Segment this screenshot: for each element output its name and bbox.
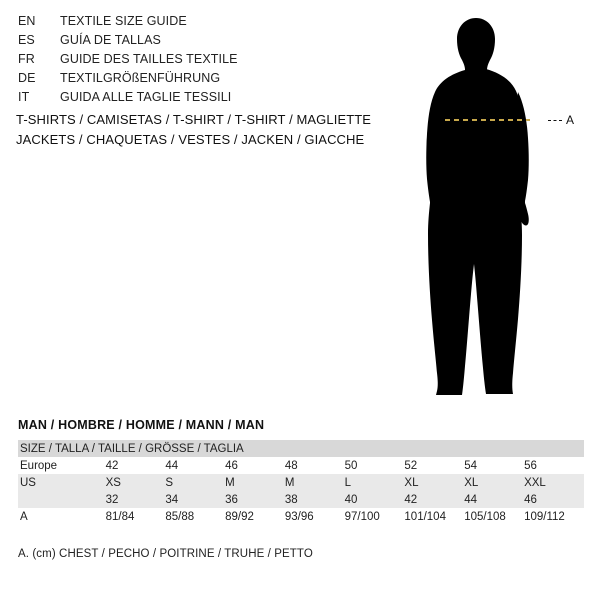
table-row	[18, 474, 584, 491]
section-title: MAN / HOMBRE / HOMME / MANN / MAN	[18, 418, 265, 432]
garment-categories	[16, 110, 396, 150]
legend-text: TEXTILE SIZE GUIDE	[60, 14, 187, 28]
legend-code: FR	[18, 52, 35, 66]
cell: 38	[285, 491, 345, 508]
cell: 46	[524, 491, 584, 508]
cell: 44	[464, 491, 524, 508]
measure-label-a: A	[566, 113, 575, 127]
cell: 40	[345, 491, 405, 508]
category-jackets: JACKETS / CHAQUETAS / VESTES / JACKEN / GIACCHE	[16, 132, 365, 147]
table-row	[18, 457, 584, 474]
language-legend	[18, 14, 378, 109]
cell: M	[225, 474, 285, 491]
cell: 89/92	[225, 508, 285, 525]
legend-code: DE	[18, 71, 36, 85]
cell: 54	[464, 457, 524, 474]
cell: 105/108	[464, 508, 524, 525]
legend-row	[18, 90, 378, 109]
measurement-footnote: A. (cm) CHEST / PECHO / POITRINE / TRUHE / PETTO	[18, 548, 313, 560]
legend-row	[18, 71, 378, 90]
cell: 46	[225, 457, 285, 474]
legend-code: IT	[18, 90, 30, 104]
size-table	[18, 440, 584, 525]
cell: 36	[225, 491, 285, 508]
cell: 109/112	[524, 508, 584, 525]
cell: M	[285, 474, 345, 491]
table-header-label: SIZE / TALLA / TAILLE / GRÖSSE / TAGLIA	[18, 440, 584, 457]
legend-text: TEXTILGRÖßENFÜHRUNG	[60, 71, 221, 85]
cell: XL	[404, 474, 464, 491]
cell: XL	[464, 474, 524, 491]
cell: 93/96	[285, 508, 345, 525]
cell: 50	[345, 457, 405, 474]
cell: XXL	[524, 474, 584, 491]
cell: 34	[165, 491, 225, 508]
cell: 85/88	[165, 508, 225, 525]
row-label	[18, 491, 106, 508]
legend-code: EN	[18, 14, 36, 28]
cell: 56	[524, 457, 584, 474]
silhouette-svg	[380, 8, 600, 408]
table-row	[18, 491, 584, 508]
cell: XS	[106, 474, 166, 491]
cell: 52	[404, 457, 464, 474]
cell: 48	[285, 457, 345, 474]
cell: 97/100	[345, 508, 405, 525]
body-silhouette-figure	[380, 8, 600, 408]
table-header-row	[18, 440, 584, 457]
legend-row	[18, 33, 378, 52]
legend-row	[18, 14, 378, 33]
category-tshirts: T-SHIRTS / CAMISETAS / T-SHIRT / T-SHIRT / MAGLIETTE	[16, 112, 372, 127]
legend-text: GUIDE DES TAILLES TEXTILE	[60, 52, 238, 66]
cell: L	[345, 474, 405, 491]
legend-text: GUIDA ALLE TAGLIE TESSILI	[60, 90, 232, 104]
measure-leader-line	[548, 120, 562, 121]
cell: 101/104	[404, 508, 464, 525]
legend-code: ES	[18, 33, 35, 47]
cell: 42	[106, 457, 166, 474]
cell: 32	[106, 491, 166, 508]
cell: S	[165, 474, 225, 491]
table-row	[18, 508, 584, 525]
row-label: Europe	[18, 457, 106, 474]
cell: 42	[404, 491, 464, 508]
row-label: US	[18, 474, 106, 491]
legend-text: GUÍA DE TALLAS	[60, 33, 161, 47]
row-label: A	[18, 508, 106, 525]
cell: 81/84	[106, 508, 166, 525]
cell: 44	[165, 457, 225, 474]
legend-row	[18, 52, 378, 71]
